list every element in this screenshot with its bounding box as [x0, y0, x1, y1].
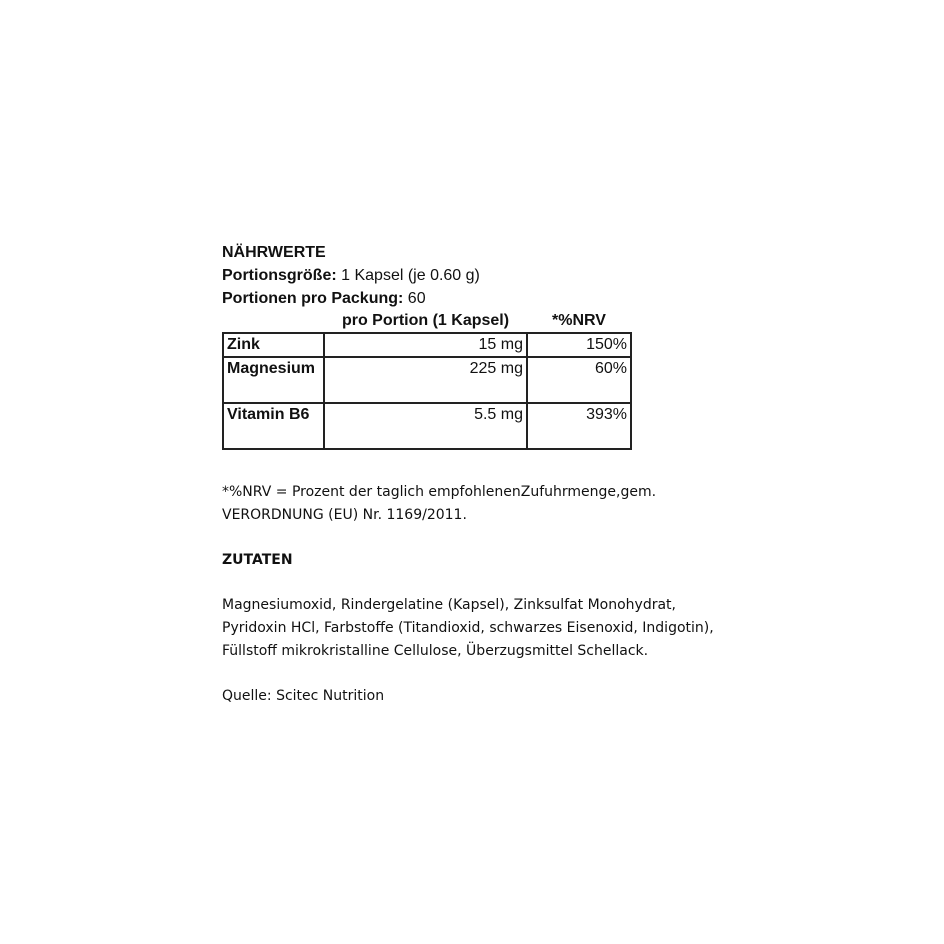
serving-size-value: 1 Kapsel (je 0.60 g) — [341, 267, 480, 284]
servings-label: Portionen pro Packung: — [222, 290, 404, 307]
table-header-row — [223, 310, 631, 333]
notes-section — [222, 481, 922, 708]
nutrient-amount: 5.5 mg — [324, 403, 527, 449]
nutrition-facts — [222, 241, 642, 450]
nutrient-name: Magnesium — [223, 357, 324, 403]
nrv-footnote — [222, 481, 922, 527]
table-row — [223, 357, 631, 403]
ingredients-line-3: Füllstoff mikrokristalline Cellulose, Überzugsmittel Schellack. — [222, 643, 649, 659]
nutrient-nrv: 60% — [527, 357, 631, 403]
nutrient-nrv: 150% — [527, 333, 631, 357]
servings-per-pack — [222, 287, 642, 310]
nutrient-amount: 225 mg — [324, 357, 527, 403]
ingredients-title: ZUTATEN — [222, 552, 293, 568]
header-nrv: *%NRV — [552, 312, 606, 329]
nutrient-name: Vitamin B6 — [223, 403, 324, 449]
nutrition-title: NÄHRWERTE — [222, 244, 326, 261]
source-text: Quelle: Scitec Nutrition — [222, 688, 385, 704]
ingredients-line-1: Magnesiumoxid, Rindergelatine (Kapsel), Zinksulfat Monohydrat, — [222, 597, 676, 613]
serving-size-label: Portionsgröße: — [222, 267, 337, 284]
table-row — [223, 333, 631, 357]
header-per-serving: pro Portion (1 Kapsel) — [341, 312, 510, 329]
footnote-line-2: VERORDNUNG (EU) Nr. 1169/2011. — [222, 507, 467, 523]
serving-size — [222, 264, 642, 287]
servings-value: 60 — [407, 290, 426, 307]
header-nutrient — [223, 310, 324, 333]
nutrient-name: Zink — [223, 333, 324, 357]
table-row — [223, 403, 631, 449]
ingredients-line-2: Pyridoxin HCl, Farbstoffe (Titandioxid, schwarzes Eisenoxid, Indigotin), — [222, 620, 714, 636]
ingredients-text — [222, 594, 922, 663]
nutrient-amount: 15 mg — [324, 333, 527, 357]
footnote-line-1: *%NRV = Prozent der taglich empfohlenenZufuhrmenge,gem. — [222, 484, 657, 500]
nutrition-table — [222, 310, 632, 450]
nutrient-nrv: 393% — [527, 403, 631, 449]
